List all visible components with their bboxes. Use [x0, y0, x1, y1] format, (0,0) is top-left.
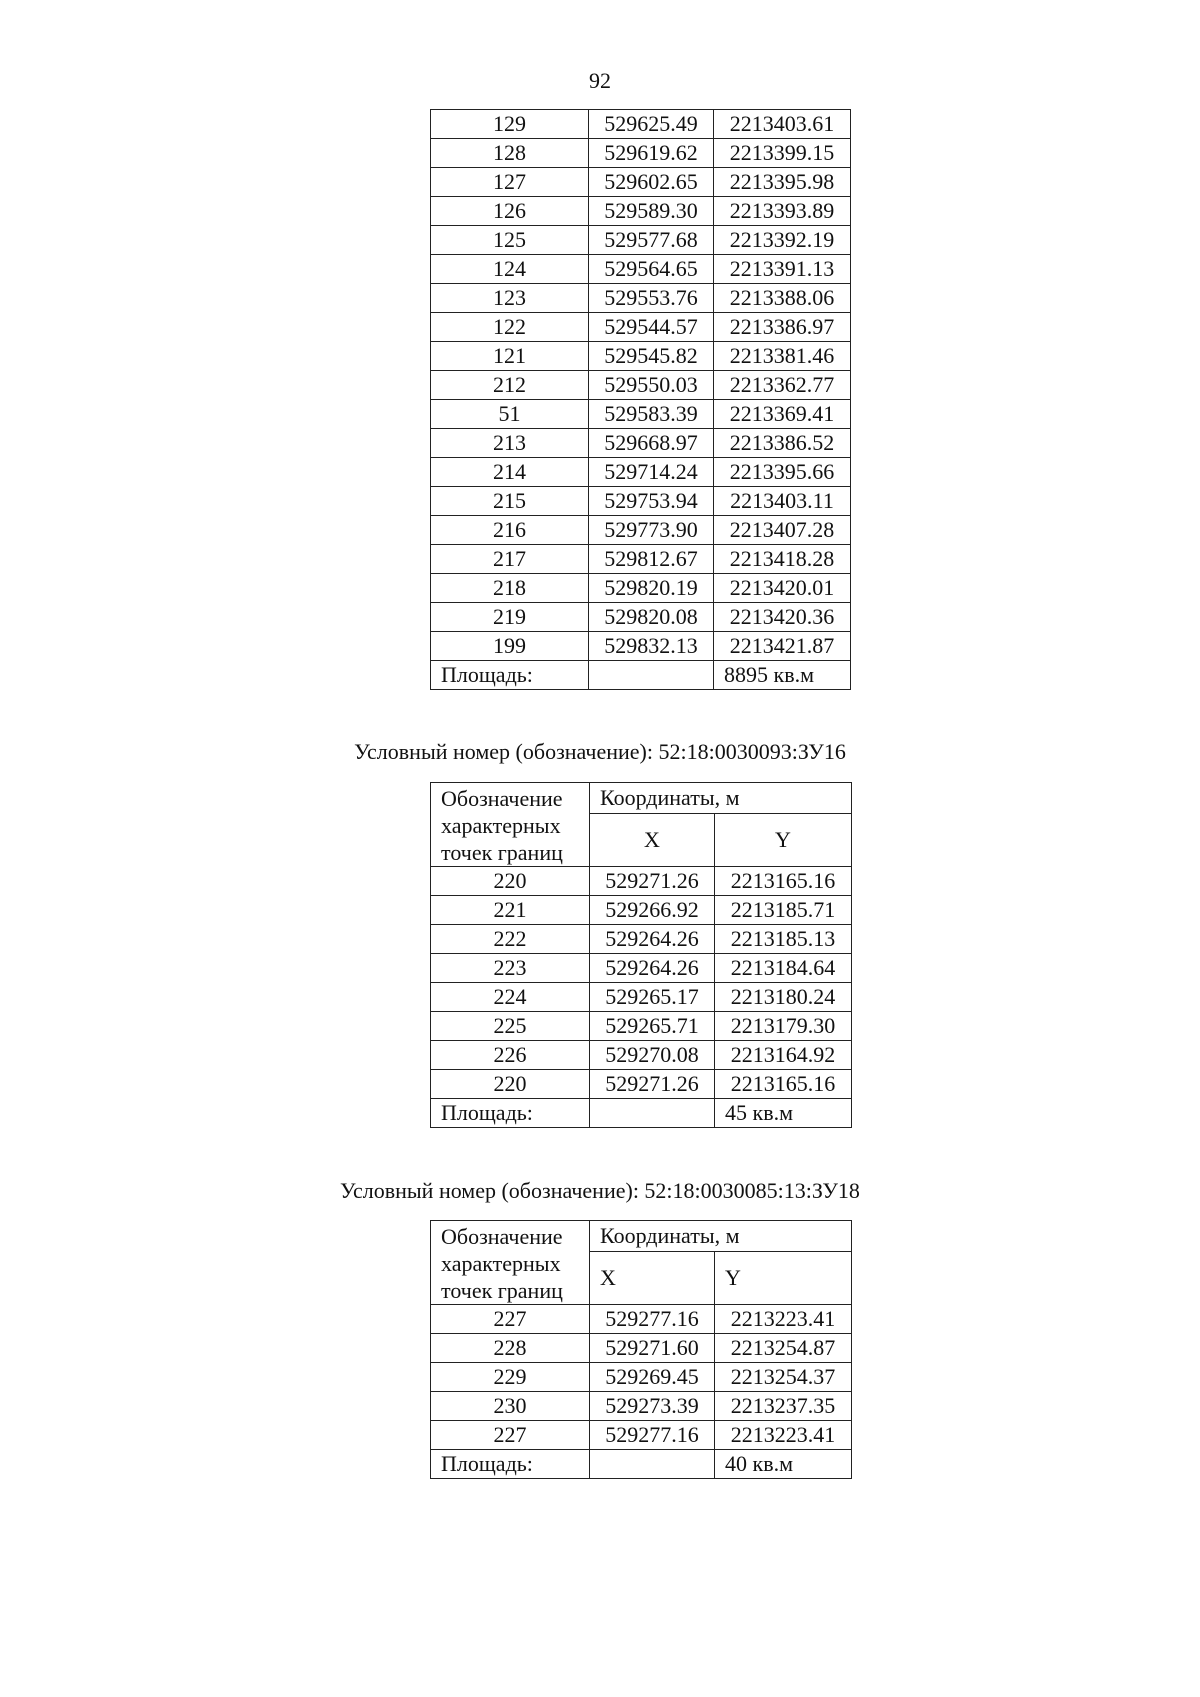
coord-y: 2213164.92 — [715, 1041, 852, 1070]
coord-y: 2213165.16 — [715, 1070, 852, 1099]
table-row — [431, 867, 852, 896]
table-row — [431, 110, 851, 139]
coord-x: 529602.65 — [589, 168, 714, 197]
point-number: 224 — [431, 983, 590, 1012]
coord-y: 2213179.30 — [715, 1012, 852, 1041]
point-number: 222 — [431, 925, 590, 954]
table-row — [431, 371, 851, 400]
point-number: 226 — [431, 1041, 590, 1070]
table-row — [431, 1363, 852, 1392]
table-row — [431, 516, 851, 545]
table-row — [431, 1070, 852, 1099]
coord-x: 529273.39 — [590, 1392, 715, 1421]
coord-x: 529277.16 — [590, 1421, 715, 1450]
table-row — [431, 342, 851, 371]
coord-x: 529264.26 — [590, 925, 715, 954]
coord-y: 2213407.28 — [714, 516, 851, 545]
table-row — [431, 487, 851, 516]
coord-x: 529270.08 — [590, 1041, 715, 1070]
area-label: Площадь: — [431, 1450, 590, 1479]
point-number: 219 — [431, 603, 589, 632]
coord-x: 529553.76 — [589, 284, 714, 313]
table-row — [431, 429, 851, 458]
coord-y: 2213381.46 — [714, 342, 851, 371]
coord-x: 529714.24 — [589, 458, 714, 487]
table-row — [431, 925, 852, 954]
point-number: 212 — [431, 371, 589, 400]
point-number: 126 — [431, 197, 589, 226]
area-empty-cell — [590, 1099, 715, 1128]
coord-x: 529271.60 — [590, 1334, 715, 1363]
coord-x: 529773.90 — [589, 516, 714, 545]
header-x: X — [590, 1252, 715, 1305]
coord-y: 2213420.01 — [714, 574, 851, 603]
coord-y: 2213395.98 — [714, 168, 851, 197]
table-row — [431, 1012, 852, 1041]
coord-x: 529550.03 — [589, 371, 714, 400]
coord-y: 2213391.13 — [714, 255, 851, 284]
coord-y: 2213223.41 — [715, 1421, 852, 1450]
page-number: 92 — [589, 68, 611, 93]
table-row — [431, 1421, 852, 1450]
coord-x: 529820.19 — [589, 574, 714, 603]
header-x: X — [590, 814, 715, 867]
point-number: 225 — [431, 1012, 590, 1041]
coordinates-table-zu16 — [430, 782, 852, 1128]
coord-y: 2213395.66 — [714, 458, 851, 487]
coord-x: 529625.49 — [589, 110, 714, 139]
header-y: Y — [715, 1252, 852, 1305]
table-row — [431, 197, 851, 226]
table-row — [431, 139, 851, 168]
coord-x: 529265.17 — [590, 983, 715, 1012]
coord-y: 2213418.28 — [714, 545, 851, 574]
coord-x: 529589.30 — [589, 197, 714, 226]
point-number: 129 — [431, 110, 589, 139]
table-row — [431, 1305, 852, 1334]
coord-y: 2213399.15 — [714, 139, 851, 168]
coord-x: 529545.82 — [589, 342, 714, 371]
header-points: Обозначение характерных точек границ — [431, 1221, 590, 1305]
point-number: 128 — [431, 139, 589, 168]
table-row — [431, 458, 851, 487]
coord-x: 529265.71 — [590, 1012, 715, 1041]
coord-x: 529564.65 — [589, 255, 714, 284]
point-number: 123 — [431, 284, 589, 313]
table-row — [431, 954, 852, 983]
table-row — [431, 1392, 852, 1421]
coord-x: 529264.26 — [590, 954, 715, 983]
coord-x: 529753.94 — [589, 487, 714, 516]
area-label: Площадь: — [431, 661, 589, 690]
header-points: Обозначение характерных точек границ — [431, 783, 590, 867]
header-coords: Координаты, м — [590, 783, 852, 814]
point-number: 228 — [431, 1334, 590, 1363]
coord-y: 2213362.77 — [714, 371, 851, 400]
table-row — [431, 632, 851, 661]
area-value: 45 кв.м — [715, 1099, 852, 1128]
point-number: 230 — [431, 1392, 590, 1421]
area-row — [431, 661, 851, 690]
coord-y: 2213386.52 — [714, 429, 851, 458]
table-row — [431, 226, 851, 255]
coord-y: 2213223.41 — [715, 1305, 852, 1334]
coord-x: 529266.92 — [590, 896, 715, 925]
coord-x: 529668.97 — [589, 429, 714, 458]
coord-x: 529583.39 — [589, 400, 714, 429]
header-coords: Координаты, м — [590, 1221, 852, 1252]
coord-y: 2213403.11 — [714, 487, 851, 516]
coord-x: 529544.57 — [589, 313, 714, 342]
table-row — [431, 1041, 852, 1070]
coord-x: 529269.45 — [590, 1363, 715, 1392]
table-row — [431, 574, 851, 603]
section-caption-zu18: Условный номер (обозначение): 52:18:0030085:13:ЗУ18 — [340, 1178, 860, 1203]
point-number: 121 — [431, 342, 589, 371]
table-row — [431, 284, 851, 313]
point-number: 125 — [431, 226, 589, 255]
table-row — [431, 603, 851, 632]
point-number: 223 — [431, 954, 590, 983]
coord-x: 529812.67 — [589, 545, 714, 574]
coord-x: 529820.08 — [589, 603, 714, 632]
area-value: 8895 кв.м — [714, 661, 851, 690]
point-number: 227 — [431, 1421, 590, 1450]
table-row — [431, 896, 852, 925]
coord-x: 529271.26 — [590, 867, 715, 896]
coordinates-table-continued — [430, 109, 851, 690]
table-row — [431, 313, 851, 342]
point-number: 213 — [431, 429, 589, 458]
table-row — [431, 255, 851, 284]
table-row — [431, 983, 852, 1012]
point-number: 214 — [431, 458, 589, 487]
point-number: 217 — [431, 545, 589, 574]
point-number: 218 — [431, 574, 589, 603]
coord-x: 529577.68 — [589, 226, 714, 255]
header-y: Y — [715, 814, 852, 867]
coord-y: 2213369.41 — [714, 400, 851, 429]
coord-y: 2213184.64 — [715, 954, 852, 983]
point-number: 51 — [431, 400, 589, 429]
point-number: 216 — [431, 516, 589, 545]
point-number: 199 — [431, 632, 589, 661]
area-label: Площадь: — [431, 1099, 590, 1128]
table-row — [431, 168, 851, 197]
coord-y: 2213185.71 — [715, 896, 852, 925]
coord-y: 2213392.19 — [714, 226, 851, 255]
section-caption-zu16: Условный номер (обозначение): 52:18:0030093:ЗУ16 — [354, 739, 846, 764]
coord-y: 2213237.35 — [715, 1392, 852, 1421]
coord-y: 2213420.36 — [714, 603, 851, 632]
coord-x: 529277.16 — [590, 1305, 715, 1334]
coord-y: 2213421.87 — [714, 632, 851, 661]
coord-y: 2213393.89 — [714, 197, 851, 226]
table-row — [431, 400, 851, 429]
coord-y: 2213254.87 — [715, 1334, 852, 1363]
area-empty-cell — [590, 1450, 715, 1479]
point-number: 229 — [431, 1363, 590, 1392]
coord-x: 529271.26 — [590, 1070, 715, 1099]
coord-y: 2213403.61 — [714, 110, 851, 139]
point-number: 122 — [431, 313, 589, 342]
point-number: 215 — [431, 487, 589, 516]
table-row — [431, 1334, 852, 1363]
table-row — [431, 545, 851, 574]
point-number: 227 — [431, 1305, 590, 1334]
point-number: 124 — [431, 255, 589, 284]
coord-y: 2213165.16 — [715, 867, 852, 896]
area-empty-cell — [589, 661, 714, 690]
area-row — [431, 1450, 852, 1479]
area-value: 40 кв.м — [715, 1450, 852, 1479]
coord-y: 2213386.97 — [714, 313, 851, 342]
coord-x: 529832.13 — [589, 632, 714, 661]
coord-y: 2213185.13 — [715, 925, 852, 954]
coord-y: 2213180.24 — [715, 983, 852, 1012]
point-number: 220 — [431, 1070, 590, 1099]
coord-y: 2213388.06 — [714, 284, 851, 313]
area-row — [431, 1099, 852, 1128]
point-number: 220 — [431, 867, 590, 896]
coord-y: 2213254.37 — [715, 1363, 852, 1392]
coord-x: 529619.62 — [589, 139, 714, 168]
coordinates-table-zu18 — [430, 1220, 852, 1479]
point-number: 221 — [431, 896, 590, 925]
point-number: 127 — [431, 168, 589, 197]
